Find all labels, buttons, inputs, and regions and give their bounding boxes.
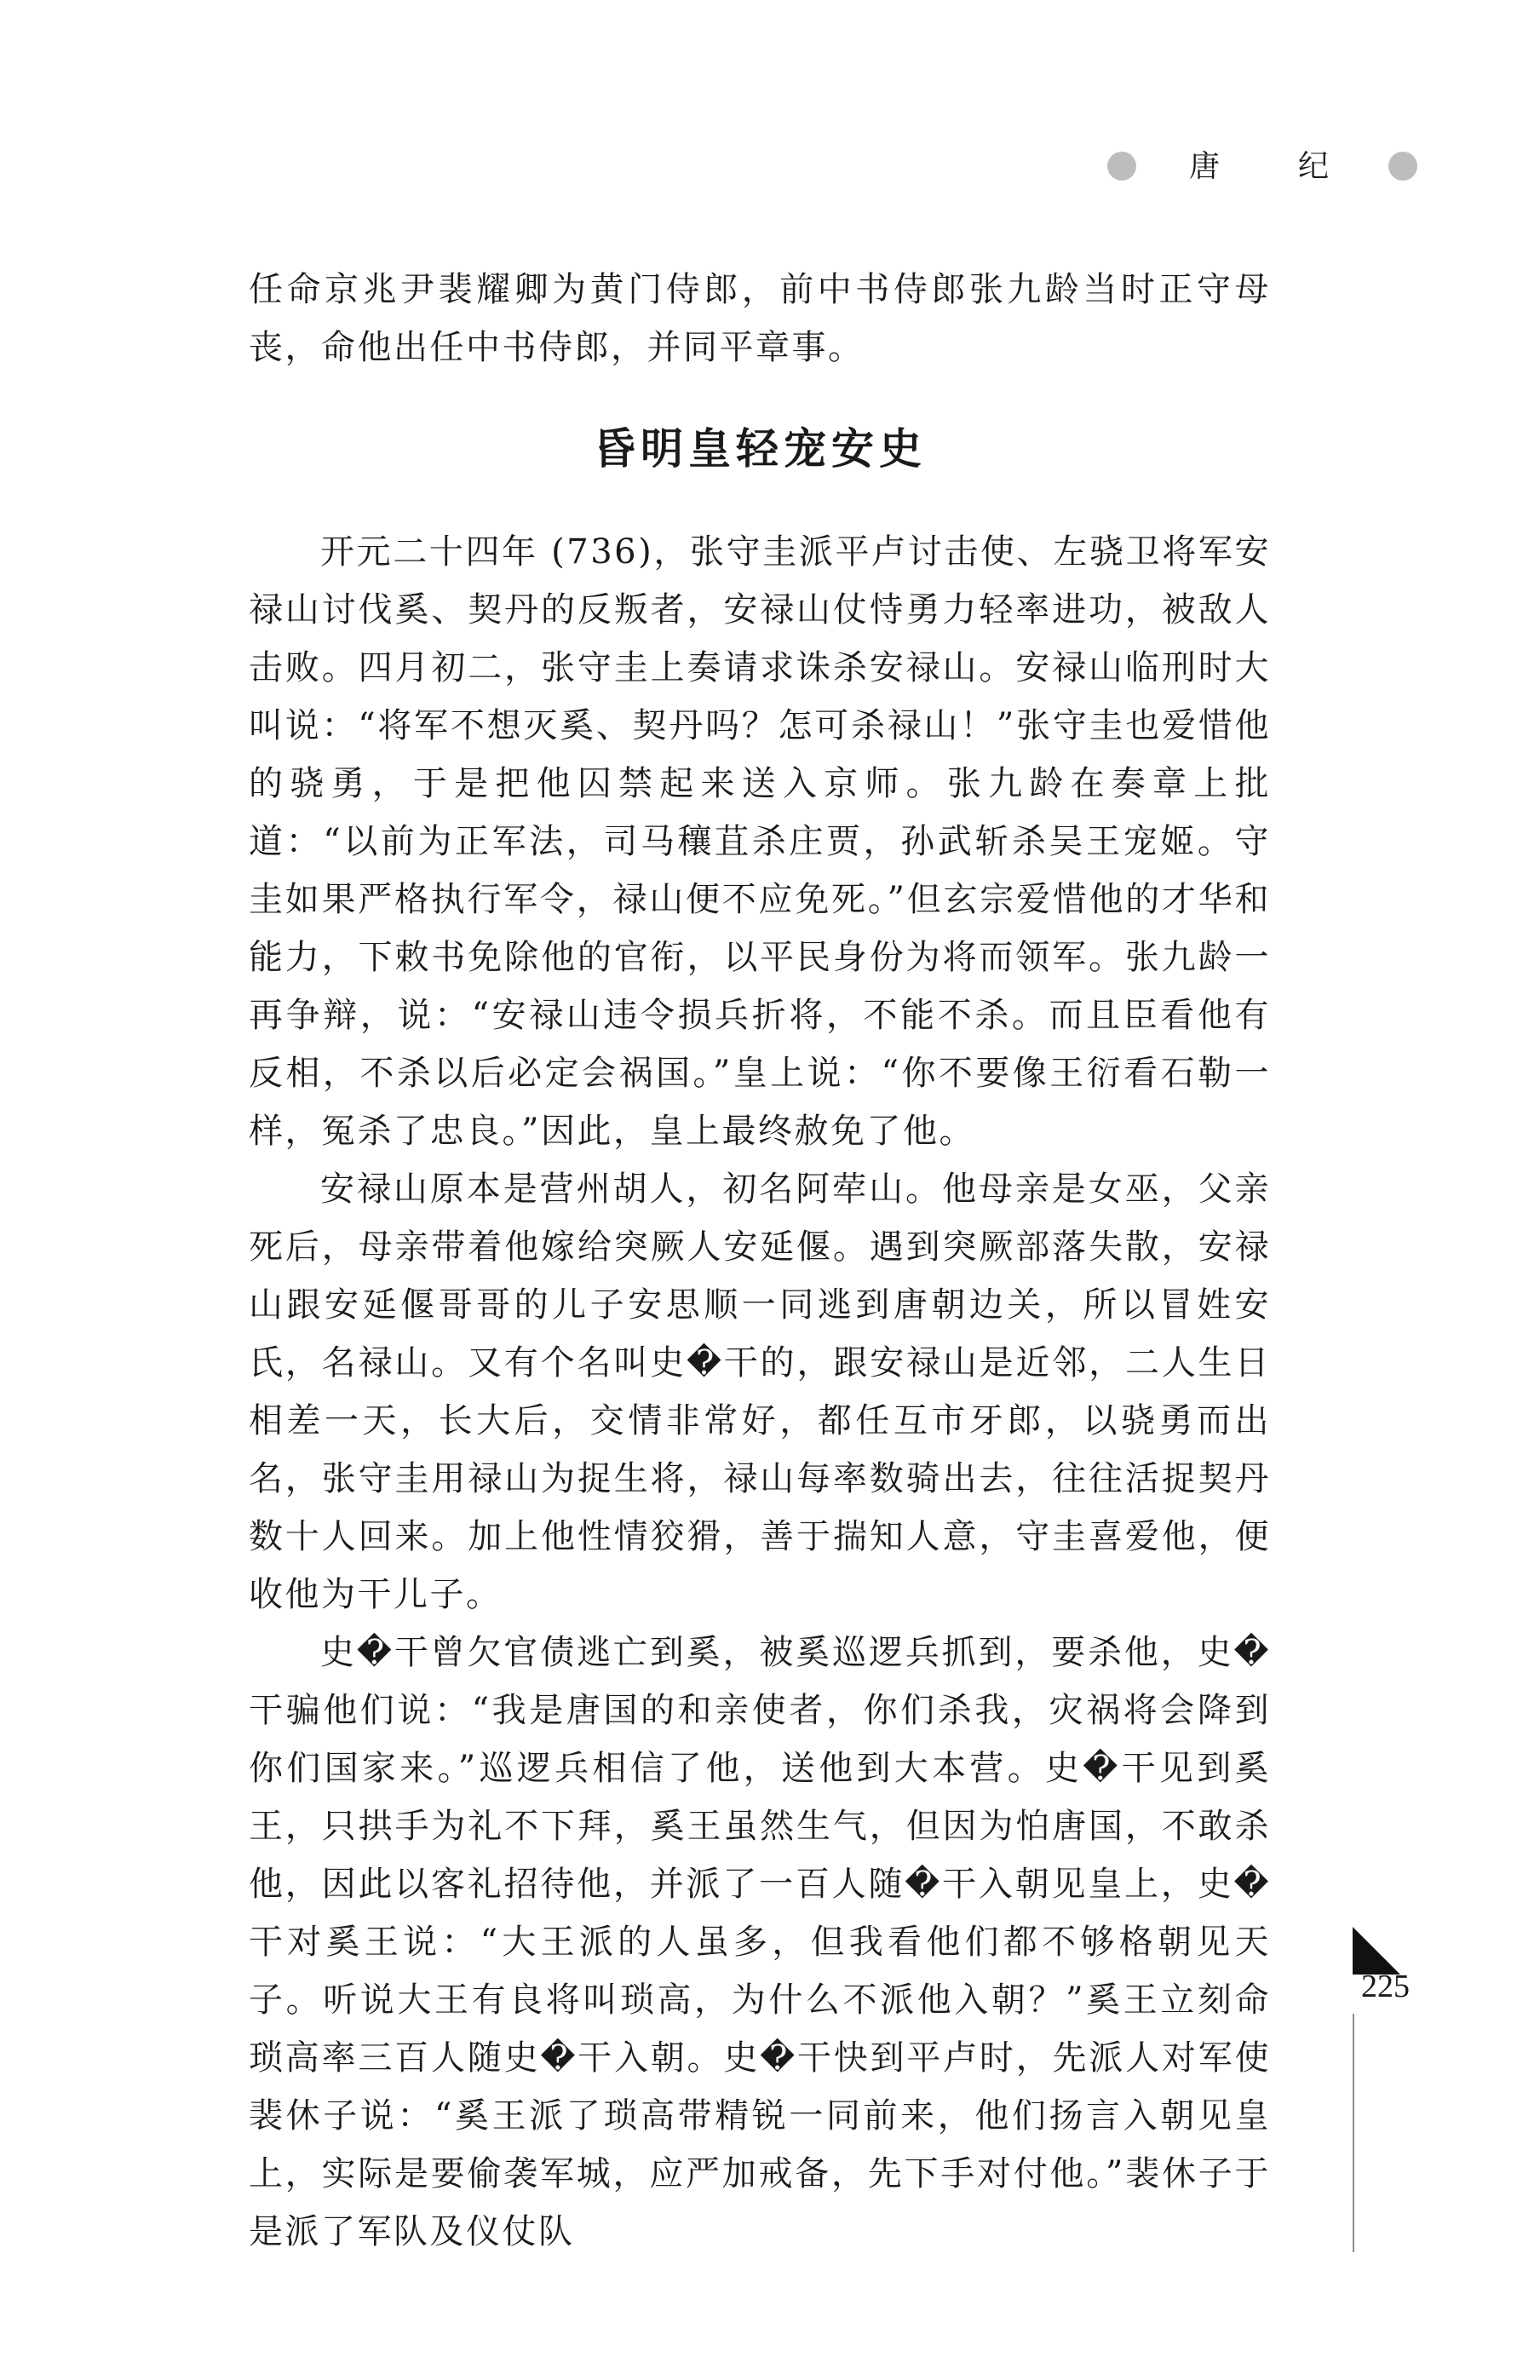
margin-vertical-rule bbox=[1353, 2014, 1354, 2252]
section-title: 昏明皇轻宠安史 bbox=[593, 424, 927, 474]
main-text-block bbox=[249, 523, 1271, 2261]
running-header-char-1: 唐 bbox=[1189, 149, 1221, 184]
running-header-char-2: 纪 bbox=[1298, 149, 1330, 184]
intro-paragraph: 任命京兆尹裴耀卿为黄门侍郎，前中书侍郎张九龄当时正守母丧，命他出任中书侍郎，并同平章事。 bbox=[249, 270, 1271, 367]
page-number: 225 bbox=[1361, 1969, 1410, 2004]
header-right-dot-ornament bbox=[1388, 152, 1417, 181]
running-header bbox=[1107, 147, 1431, 194]
body-paragraph-1: 开元二十四年 (736)，张守圭派平卢讨击使、左骁卫将军安禄山讨伐奚、契丹的反叛者，安禄山仗恃勇力轻率进功，被敌人击败。四月初二，张守圭上奏请求诛杀安禄山。安禄山临刑时大叫说：“将军不想灭奚、契丹吗？怎可杀禄山！”张守圭也爱惜他的骁勇，于是把他囚禁起来送入京师。张九龄在奏章上批道：“以前为正军法，司马穰苴杀庄贾，孙武斩杀吴王宠姬。守圭如果严格执行军令，禄山便不应免死。”但玄宗爱惜他的才华和能力，下敕书免除他的官衔，以平民身份为将而领军。张九龄一再争辩，说：“安禄山违令损兵折将，不能不杀。而且臣看他有反相，不杀以后必定会祸国。”皇上说：“你不要像王衍看石勒一样，冤杀了忠良。”因此，皇上最终赦免了他。 bbox=[249, 532, 1271, 1151]
body-paragraph-3: 史�干曾欠官债逃亡到奚，被奚巡逻兵抓到，要杀他，史�干骗他们说：“我是唐国的和亲使者，你们杀我，灾祸将会降到你们国家来。”巡逻兵相信了他，送他到大本营。史�干见到奚王，只拱手为礼不下拜，奚王虽然生气，但因为怕唐国，不敢杀他，因此以客礼招待他，并派了一百人随�干入朝见皇上，史�干对奚王说：“大王派的人虽多，但我看他们都不够格朝见天子。听说大王有良将叫琐高，为什么不派他入朝？”奚王立刻命琐高率三百人随史�干入朝。史�干快到平卢时，先派人对军使裴休子说：“奚王派了琐高带精锐一同前来，他们扬言入朝见皇上，实际是要偷袭军城，应严加戒备，先下手对付他。”裴休子于是派了军队及仪仗队 bbox=[249, 1633, 1271, 2251]
body-paragraph-2: 安禄山原本是营州胡人，初名阿荦山。他母亲是女巫，父亲死后，母亲带着他嫁给突厥人安延偃。遇到突厥部落失散，安禄山跟安延偃哥哥的儿子安思顺一同逃到唐朝边关，所以冒姓安氏，名禄山。又有个名叫史�干的，跟安禄山是近邻，二人生日相差一天，长大后，交情非常好，都任互市牙郎，以骁勇而出名，张守圭用禄山为捉生将，禄山每率数骑出去，往往活捉契丹数十人回来。加上他性情狡猾，善于揣知人意，守圭喜爱他，便收他为干儿子。 bbox=[249, 1170, 1271, 1614]
header-left-dot-ornament bbox=[1107, 152, 1136, 181]
intro-text-block bbox=[249, 261, 1271, 377]
